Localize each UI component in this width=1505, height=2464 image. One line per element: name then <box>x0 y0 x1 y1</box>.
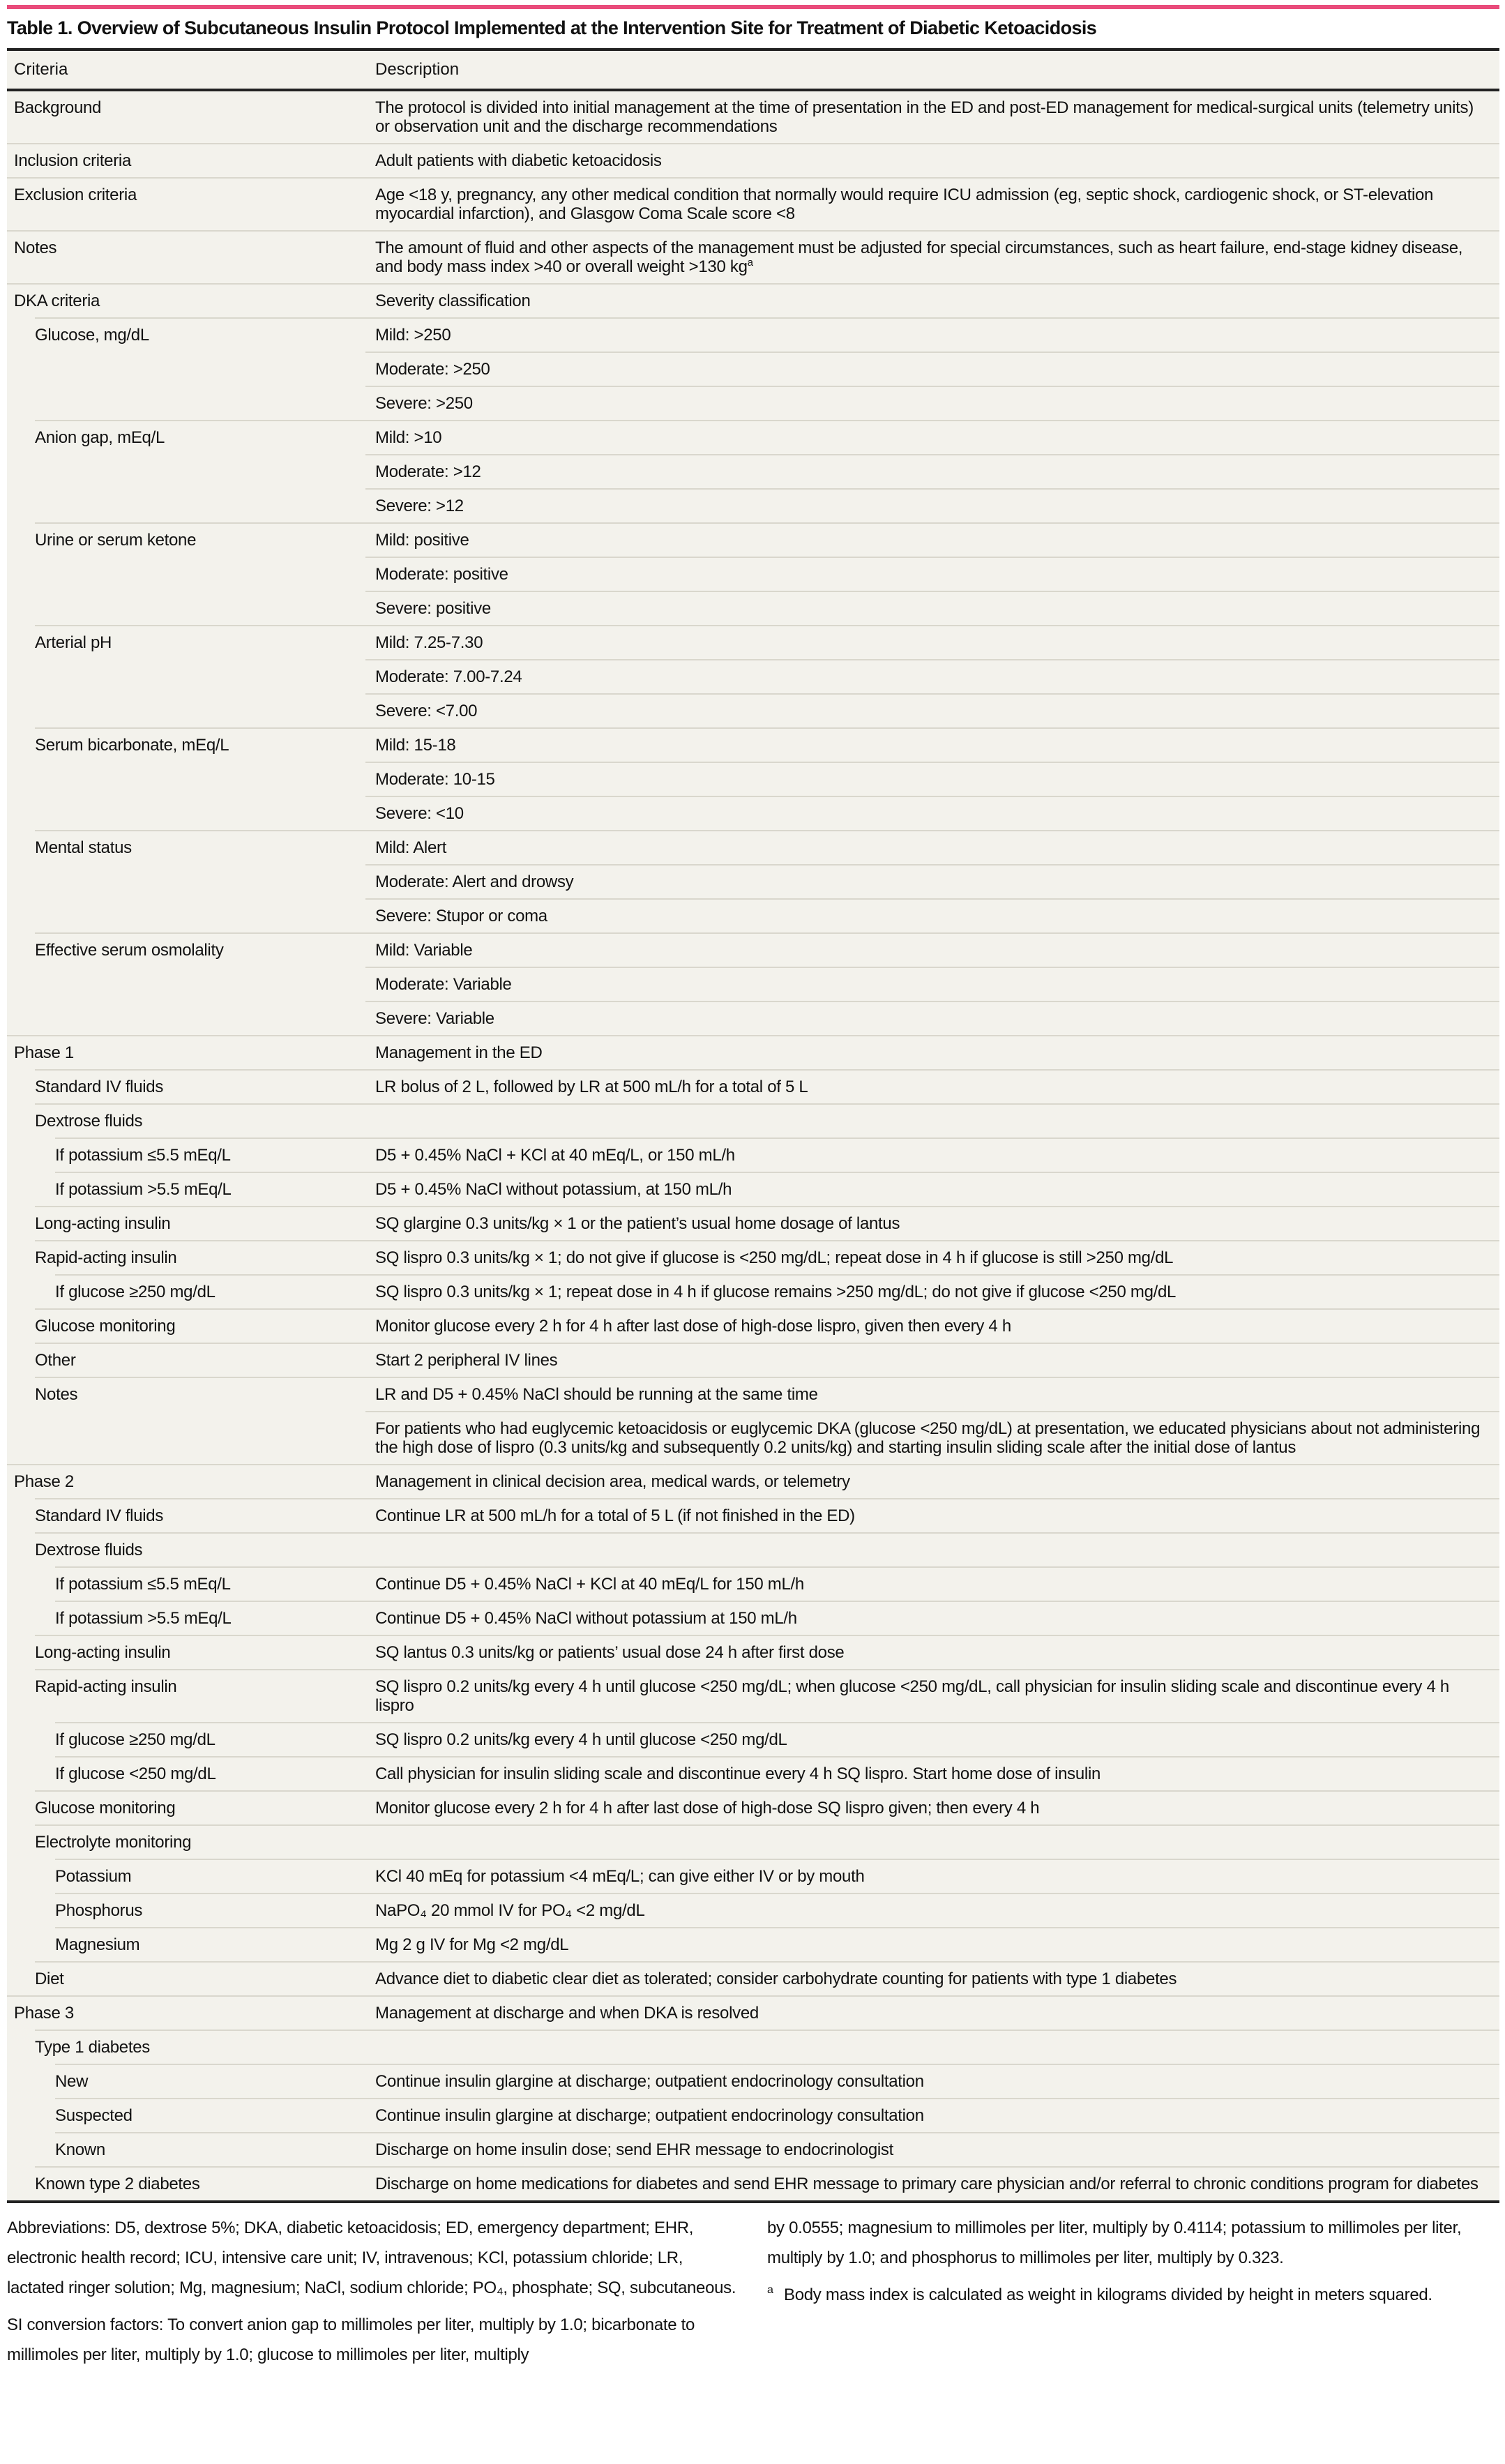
criteria-cell <box>35 659 365 693</box>
description-text: Moderate: Alert and drowsy <box>375 872 574 891</box>
description-text: The amount of fluid and other aspects of the management must be adjusted for special circumstances, such as heart failure, end-stage kidney disease, and body mass index >40 or overall weight >130 kg <box>375 239 1463 276</box>
table-row <box>7 659 1499 693</box>
description-cell <box>365 1722 1499 1756</box>
description-text: Mild: positive <box>375 531 469 550</box>
description-cell <box>365 1601 1499 1635</box>
description-cell <box>365 1464 1499 1498</box>
description-cell <box>365 967 1499 1001</box>
table-row <box>7 488 1499 522</box>
description-cell <box>365 1532 1499 1566</box>
description-text: Management in the ED <box>375 1043 543 1062</box>
description-text: The protocol is divided into initial management at the time of presentation in the ED and post-ED management for medical-surgical units (telemetry units) or observation unit and the discharge recommendations <box>375 98 1474 136</box>
criteria-cell: Known <box>55 2132 365 2166</box>
description-cell <box>365 91 1499 143</box>
description-text: SQ lispro 0.2 units/kg every 4 h until glucose <250 mg/dL <box>375 1730 787 1749</box>
table-row <box>7 1137 1499 1172</box>
criteria-cell: Rapid-acting insulin <box>35 1669 365 1722</box>
description-text: Continue D5 + 0.45% NaCl + KCl at 40 mEq/L for 150 mL/h <box>375 1575 804 1594</box>
description-cell <box>365 1859 1499 1893</box>
description-cell <box>365 454 1499 488</box>
criteria-cell: Exclusion criteria <box>7 177 365 230</box>
table-row <box>7 796 1499 830</box>
description-text: Mild: Variable <box>375 941 473 960</box>
description-text: Severe: >250 <box>375 394 473 413</box>
description-cell <box>365 317 1499 352</box>
description-text: Mild: >250 <box>375 326 451 345</box>
description-text: Moderate: positive <box>375 565 508 584</box>
criteria-cell <box>35 967 365 1001</box>
description-cell <box>365 1756 1499 1790</box>
description-cell <box>365 1172 1499 1206</box>
description-text: Continue LR at 500 mL/h for a total of 5 L (if not finished in the ED) <box>375 1506 855 1525</box>
footnotes-left <box>7 2213 739 2377</box>
description-cell <box>365 864 1499 898</box>
criteria-cell <box>35 796 365 830</box>
criteria-cell: Notes <box>7 230 365 283</box>
table-row <box>7 177 1499 230</box>
criteria-cell <box>35 352 365 386</box>
criteria-cell: Urine or serum ketone <box>35 522 365 557</box>
description-cell <box>365 1566 1499 1601</box>
criteria-cell <box>35 898 365 932</box>
criteria-cell: If glucose ≥250 mg/dL <box>55 1274 365 1308</box>
table-row <box>7 2064 1499 2098</box>
description-cell <box>365 1927 1499 1961</box>
description-text: Discharge on home medications for diabetes and send EHR message to primary care physician and/or referral to chronic conditions program for diabetes <box>375 2175 1478 2193</box>
description-text: Mg 2 g IV for Mg <2 mg/dL <box>375 1935 569 1954</box>
criteria-cell: Electrolyte monitoring <box>35 1824 365 1859</box>
description-cell <box>365 386 1499 420</box>
criteria-cell: Standard IV fluids <box>35 1498 365 1532</box>
criteria-cell <box>35 1001 365 1035</box>
description-text: Monitor glucose every 2 h for 4 h after last dose of high-dose SQ lispro given; then every 4 h <box>375 1799 1040 1817</box>
description-text: Management at discharge and when DKA is resolved <box>375 2004 759 2023</box>
table-row <box>7 522 1499 557</box>
description-text: SQ lispro 0.2 units/kg every 4 h until glucose <250 mg/dL; when glucose <250 mg/dL, call physician for insulin sliding scale and discontinue every 4 h lispro <box>375 1677 1449 1715</box>
table-row <box>7 1411 1499 1464</box>
description-cell <box>365 1069 1499 1103</box>
description-text: Adult patients with diabetic ketoacidosis <box>375 151 662 170</box>
description-text: Moderate: >250 <box>375 360 490 379</box>
description-cell <box>365 1103 1499 1137</box>
table-row <box>7 1069 1499 1103</box>
description-cell <box>365 1308 1499 1343</box>
description-cell <box>365 1995 1499 2030</box>
table-row <box>7 557 1499 591</box>
table-row <box>7 1308 1499 1343</box>
description-text: Mild: 15-18 <box>375 736 456 755</box>
description-text: Severe: <7.00 <box>375 702 478 720</box>
criteria-cell: Glucose monitoring <box>35 1790 365 1824</box>
table-row <box>7 143 1499 177</box>
criteria-cell: Glucose monitoring <box>35 1308 365 1343</box>
header-criteria: Criteria <box>14 60 68 79</box>
description-cell <box>365 1206 1499 1240</box>
description-text: Moderate: >12 <box>375 462 481 481</box>
description-cell <box>365 2098 1499 2132</box>
criteria-cell: Background <box>14 98 102 117</box>
table-row <box>7 1995 1499 2030</box>
table-row <box>7 2132 1499 2166</box>
criteria-cell: Dextrose fluids <box>35 1103 365 1137</box>
header-description: Description <box>375 60 460 79</box>
table-row <box>7 1566 1499 1601</box>
criteria-cell <box>35 557 365 591</box>
criteria-cell: Glucose, mg/dL <box>35 317 365 352</box>
description-cell <box>365 2166 1499 2200</box>
footnote-marker: a <box>767 2284 773 2296</box>
table-row <box>7 591 1499 625</box>
description-cell <box>365 591 1499 625</box>
description-cell <box>365 1411 1499 1464</box>
table-row <box>7 1790 1499 1824</box>
criteria-cell: Phase 2 <box>7 1464 365 1498</box>
protocol-table <box>7 48 1499 2203</box>
table-row <box>7 932 1499 967</box>
description-text: Severe: Variable <box>375 1009 494 1028</box>
table-row <box>7 967 1499 1001</box>
description-text: SQ lispro 0.3 units/kg × 1; repeat dose in 4 h if glucose remains >250 mg/dL; do not give if glucose <250 mg/dL <box>375 1283 1177 1301</box>
description-cell <box>365 1669 1499 1722</box>
description-text: Moderate: 10-15 <box>375 770 495 789</box>
description-text: Severe: Stupor or coma <box>375 907 547 925</box>
description-cell <box>365 1498 1499 1532</box>
description-cell <box>365 1790 1499 1824</box>
criteria-cell: If potassium >5.5 mEq/L <box>55 1601 365 1635</box>
description-text: D5 + 0.45% NaCl + KCl at 40 mEq/L, or 150 mL/h <box>375 1146 735 1165</box>
table-row <box>7 1824 1499 1859</box>
description-cell <box>365 659 1499 693</box>
table-row <box>7 283 1499 317</box>
description-cell <box>365 1274 1499 1308</box>
description-text: Continue insulin glargine at discharge; outpatient endocrinology consultation <box>375 2072 924 2091</box>
description-cell <box>365 2064 1499 2098</box>
criteria-cell <box>35 693 365 727</box>
criteria-cell <box>35 1411 365 1464</box>
description-cell <box>365 420 1499 454</box>
table-row <box>7 230 1499 283</box>
footnote-reference: a <box>747 257 753 269</box>
table-row <box>7 2098 1499 2132</box>
description-cell <box>365 522 1499 557</box>
criteria-cell: If potassium ≤5.5 mEq/L <box>55 1566 365 1601</box>
description-cell <box>365 1035 1499 1069</box>
description-text: Severe: <10 <box>375 804 464 823</box>
table-row <box>7 454 1499 488</box>
description-text: Severe: positive <box>375 599 491 618</box>
footnotes-right <box>767 2213 1499 2377</box>
table-row <box>7 1001 1499 1035</box>
description-cell <box>365 932 1499 967</box>
description-cell <box>365 143 1499 177</box>
criteria-cell: New <box>55 2064 365 2098</box>
description-cell <box>365 352 1499 386</box>
criteria-cell: Phase 1 <box>7 1035 365 1069</box>
criteria-cell: Arterial pH <box>35 625 365 659</box>
table-body <box>7 91 1499 2200</box>
criteria-cell: If glucose <250 mg/dL <box>55 1756 365 1790</box>
description-cell <box>365 230 1499 283</box>
description-text: Mild: Alert <box>375 838 447 857</box>
criteria-cell: Rapid-acting insulin <box>35 1240 365 1274</box>
footnote-text: Body mass index is calculated as weight in kilograms divided by height in meters squared. <box>784 2285 1432 2304</box>
table-row <box>7 1343 1499 1377</box>
description-cell <box>365 830 1499 864</box>
criteria-cell: Phosphorus <box>55 1893 365 1927</box>
criteria-cell: Known type 2 diabetes <box>35 2166 365 2200</box>
table-row <box>7 1601 1499 1635</box>
description-cell <box>365 693 1499 727</box>
criteria-cell: Magnesium <box>55 1927 365 1961</box>
description-text: Discharge on home insulin dose; send EHR message to endocrinologist <box>375 2140 893 2159</box>
table-row <box>7 693 1499 727</box>
description-cell <box>365 1001 1499 1035</box>
criteria-cell <box>35 591 365 625</box>
description-text: D5 + 0.45% NaCl without potassium, at 150 mL/h <box>375 1180 732 1199</box>
description-cell <box>365 1343 1499 1377</box>
description-text: LR bolus of 2 L, followed by LR at 500 mL/h for a total of 5 L <box>375 1078 808 1096</box>
description-text: Mild: >10 <box>375 428 442 447</box>
description-cell <box>365 557 1499 591</box>
table-header <box>7 51 1499 91</box>
description-cell <box>365 1137 1499 1172</box>
table-row <box>7 864 1499 898</box>
description-text: SQ lispro 0.3 units/kg × 1; do not give if glucose is <250 mg/dL; repeat dose in 4 h if glucose is still >250 mg/dL <box>375 1248 1174 1267</box>
table-row <box>7 1961 1499 1995</box>
footnote-a <box>767 2280 1499 2310</box>
description-text: LR and D5 + 0.45% NaCl should be running at the same time <box>375 1385 818 1404</box>
table-row <box>7 420 1499 454</box>
criteria-cell: Other <box>35 1343 365 1377</box>
table-title: Table 1. Overview of Subcutaneous Insulin Protocol Implemented at the Intervention Site for Treatment of Diabetic Ketoacidosis <box>7 17 1097 38</box>
description-text: SQ glargine 0.3 units/kg × 1 or the patient’s usual home dosage of lantus <box>375 1214 900 1233</box>
description-text: Continue D5 + 0.45% NaCl without potassium at 150 mL/h <box>375 1609 797 1628</box>
description-text: Call physician for insulin sliding scale and discontinue every 4 h SQ lispro. Start home dose of insulin <box>375 1764 1101 1783</box>
description-cell <box>365 177 1499 230</box>
description-cell <box>365 762 1499 796</box>
criteria-cell: Serum bicarbonate, mEq/L <box>35 727 365 762</box>
criteria-cell: Phase 3 <box>7 1995 365 2030</box>
criteria-cell <box>35 454 365 488</box>
description-text: For patients who had euglycemic ketoacidosis or euglycemic DKA (glucose <250 mg/dL) at presentation, we educated physicians about not administering the high dose of lispro (0.3 units/kg and subsequently 0.2 units/kg) and starting insulin sliding scale after the initial dose of lantus <box>375 1419 1481 1457</box>
table-row <box>7 1377 1499 1411</box>
description-cell <box>365 1961 1499 1995</box>
table-row <box>7 762 1499 796</box>
table-row <box>7 2166 1499 2200</box>
table-row <box>7 1722 1499 1756</box>
description-text: KCl 40 mEq for potassium <4 mEq/L; can give either IV or by mouth <box>375 1867 865 1886</box>
description-cell <box>365 1377 1499 1411</box>
criteria-cell: If potassium ≤5.5 mEq/L <box>55 1137 365 1172</box>
criteria-cell: Diet <box>35 1961 365 1995</box>
description-cell <box>365 1824 1499 1859</box>
description-cell <box>365 625 1499 659</box>
table-row <box>7 1206 1499 1240</box>
criteria-cell: If glucose ≥250 mg/dL <box>55 1722 365 1756</box>
description-text: Mild: 7.25-7.30 <box>375 633 483 652</box>
table-row <box>7 1859 1499 1893</box>
table-row <box>7 1635 1499 1669</box>
table-row <box>7 317 1499 352</box>
table-row <box>7 1103 1499 1137</box>
criteria-cell <box>35 386 365 420</box>
accent-bar <box>7 5 1499 9</box>
description-text: Monitor glucose every 2 h for 4 h after last dose of high-dose lispro, given then every 4 h <box>375 1317 1011 1336</box>
description-text: Advance diet to diabetic clear diet as tolerated; consider carbohydrate counting for patients with type 1 diabetes <box>375 1970 1177 1988</box>
si-conversion-note-continued: by 0.0555; magnesium to millimoles per liter, multiply by 0.4114; potassium to millimoles per liter, multiply by 1.0; and phosphorus to millimoles per liter, multiply by 0.323. <box>767 2219 1462 2267</box>
table-row <box>7 1927 1499 1961</box>
description-text: SQ lantus 0.3 units/kg or patients’ usual dose 24 h after first dose <box>375 1643 845 1662</box>
criteria-cell: Long-acting insulin <box>35 1206 365 1240</box>
table-row <box>7 386 1499 420</box>
table-row <box>7 1893 1499 1927</box>
footnotes <box>7 2213 1499 2377</box>
description-text: Start 2 peripheral IV lines <box>375 1351 558 1370</box>
description-cell <box>365 1893 1499 1927</box>
criteria-cell: Potassium <box>55 1859 365 1893</box>
description-text: Severity classification <box>375 292 531 310</box>
table-row <box>7 898 1499 932</box>
table-row <box>7 727 1499 762</box>
description-cell <box>365 2132 1499 2166</box>
table-row <box>7 2030 1499 2064</box>
criteria-cell <box>35 762 365 796</box>
table-row <box>7 1498 1499 1532</box>
table-row <box>7 352 1499 386</box>
criteria-cell: Inclusion criteria <box>7 143 365 177</box>
description-cell <box>365 1240 1499 1274</box>
description-text: Severe: >12 <box>375 497 464 515</box>
table-row <box>7 1669 1499 1722</box>
abbreviations-note: Abbreviations: D5, dextrose 5%; DKA, diabetic ketoacidosis; ED, emergency department; EHR, electronic health record; ICU, intensive care unit; IV, intravenous; KCl, potassium chloride; LR, lactated ringer solution; Mg, magnesium; NaCl, sodium chloride; PO₄, phosphate; SQ, subcutaneous. <box>7 2219 736 2297</box>
table-row <box>7 1274 1499 1308</box>
description-cell <box>365 898 1499 932</box>
table-row <box>7 625 1499 659</box>
table-row <box>7 1240 1499 1274</box>
description-text: NaPO₄ 20 mmol IV for PO₄ <2 mg/dL <box>375 1901 645 1920</box>
criteria-cell: Mental status <box>35 830 365 864</box>
table-row <box>7 830 1499 864</box>
table-row <box>7 1756 1499 1790</box>
table-row <box>7 91 1499 143</box>
criteria-cell: Suspected <box>55 2098 365 2132</box>
criteria-cell <box>35 864 365 898</box>
criteria-cell: Long-acting insulin <box>35 1635 365 1669</box>
description-text: Moderate: 7.00-7.24 <box>375 667 522 686</box>
criteria-cell: DKA criteria <box>7 283 365 317</box>
criteria-cell: Effective serum osmolality <box>35 932 365 967</box>
table-row <box>7 1035 1499 1069</box>
table-row <box>7 1464 1499 1498</box>
criteria-cell: Dextrose fluids <box>35 1532 365 1566</box>
description-cell <box>365 283 1499 317</box>
description-text: Continue insulin glargine at discharge; outpatient endocrinology consultation <box>375 2106 924 2125</box>
description-cell <box>365 1635 1499 1669</box>
criteria-cell: Anion gap, mEq/L <box>35 420 365 454</box>
criteria-cell: Type 1 diabetes <box>35 2030 365 2064</box>
description-text: Management in clinical decision area, medical wards, or telemetry <box>375 1472 850 1491</box>
criteria-cell: Standard IV fluids <box>35 1069 365 1103</box>
table-row <box>7 1172 1499 1206</box>
description-cell <box>365 488 1499 522</box>
description-text: Age <18 y, pregnancy, any other medical condition that normally would require ICU admission (eg, septic shock, cardiogenic shock, or ST-elevation myocardial infarction), and Glasgow Coma Scale score <8 <box>375 186 1434 223</box>
description-cell <box>365 796 1499 830</box>
si-conversion-note: SI conversion factors: To convert anion gap to millimoles per liter, multiply by 1.0; bicarbonate to millimoles per liter, multiply by 1.0; glucose to millimoles per liter, multiply <box>7 2315 695 2364</box>
criteria-cell: Notes <box>35 1377 365 1411</box>
criteria-cell: If potassium >5.5 mEq/L <box>55 1172 365 1206</box>
description-text: Moderate: Variable <box>375 975 512 994</box>
description-cell <box>365 727 1499 762</box>
description-cell <box>365 2030 1499 2064</box>
table-row <box>7 1532 1499 1566</box>
criteria-cell <box>35 488 365 522</box>
